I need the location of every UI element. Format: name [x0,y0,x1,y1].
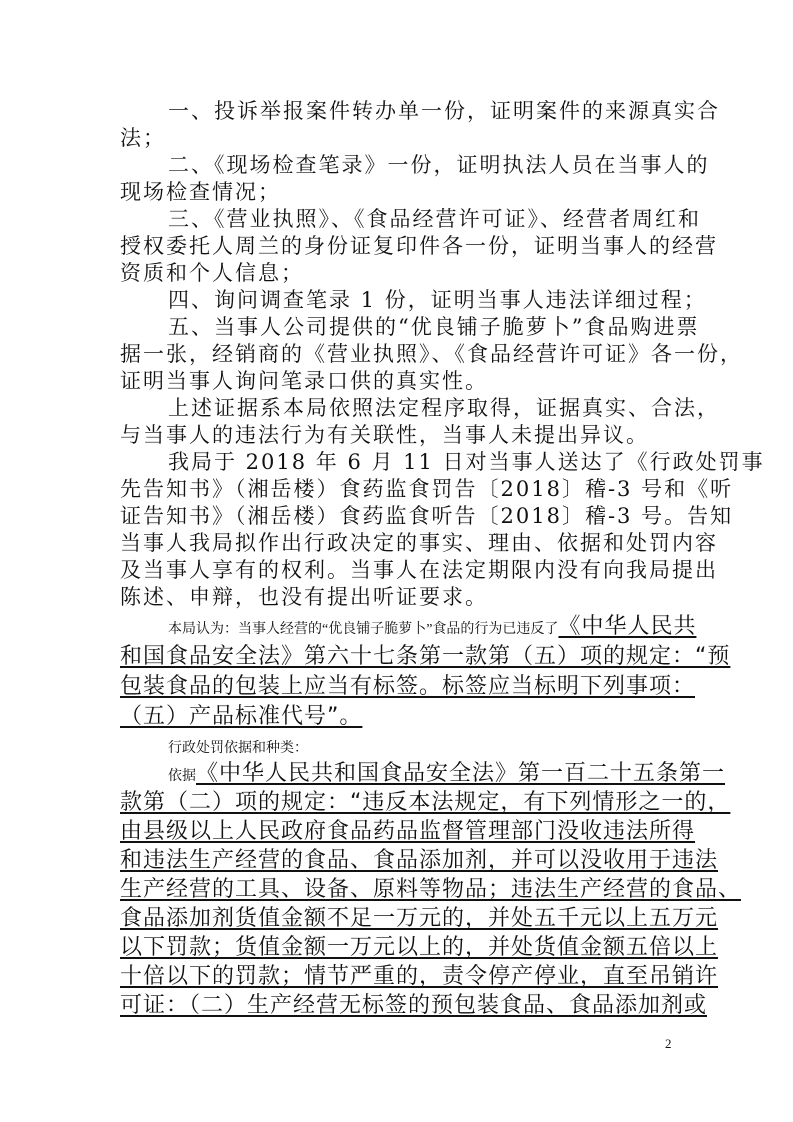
penalty-law-text: 款第（二）项的规定：“违反本法规定，有下列情形之一的， [120,790,731,815]
penalty-law-text: 生产经营的工具、设备、原料等物品；违法生产经营的食品、 [120,877,742,902]
finding-law-text: （五）产品标准代号”。 [120,704,363,729]
paragraph-line: 授权委托人周兰的身份证复印件各一份，证明当事人的经营 [120,234,718,258]
penalty-law-text: 以下罚款；货值金额一万元以上的，并处货值金额五倍以上 [120,935,719,960]
evidence-list [120,98,765,611]
penalty-law-text: 《中华人民共和国食品安全法》第一百二十五条第一 [196,761,726,786]
paragraph-line: 二、《现场检查笔录》一份，证明执法人员在当事人的 [168,153,710,177]
penalty-line [120,904,719,933]
finding-line [120,641,731,671]
penalty-law-text: 可证：（二）生产经营无标签的预包装食品、食品添加剂或 [120,993,708,1018]
paragraph-line: 法； [120,126,166,150]
paragraph-line: 证明当事人询问笔录口供的真实性。 [120,369,488,393]
penalty-line [120,962,719,991]
finding-prefix: 本局认为：当事人经营的“优良铺子脆萝卜”食品的行为已违反了 [168,622,559,637]
penalty-line [120,788,731,817]
paragraph-line: 一、投诉举报案件转办单一份，证明案件的来源真实合 [168,99,720,123]
penalty-law-text: 十倍以下的罚款；情节严重的，责令停产停业，直至吊销许 [120,964,719,989]
finding-law-text: 《中华人民共 [558,614,697,639]
penalty-heading [120,731,676,759]
paragraph-line: 与当事人的违法行为有关联性，当事人未提出异议。 [120,423,649,447]
finding-law-text: 包装食品的包装上应当有标签。标签应当标明下列事项： [120,674,696,699]
paragraph-line: 四、询问调查笔录 1 份，证明当事人违法详细过程； [168,288,707,312]
finding-line [120,611,697,641]
penalty-prefix: 依据 [168,769,196,784]
paragraph-line: 资质和个人信息； [120,261,304,285]
paragraph-line: 上述证据系本局依照法定程序取得，证据真实、合法， [168,396,720,420]
paragraph-line: 及当事人享有的权利。当事人在法定期限内没有向我局提出 [120,558,718,582]
finding-line [120,701,676,731]
paragraph-line: 当事人我局拟作出行政决定的事实、理由、依据和处罚内容 [120,531,718,555]
paragraph-line: 陈述、申辩，也没有提出听证要求。 [120,585,488,609]
paragraph-line: 三、《营业执照》、《食品经营许可证》、经营者周红和 [168,207,701,231]
penalty-law-text: 食品添加剂货值金额不足一万元的，并处五千元以上五万元 [120,906,719,931]
paragraph-line: 五、当事人公司提供的“优良铺子脆萝卜”食品购进票 [168,315,700,339]
finding-law-text: 和国食品安全法》第六十七条第一款第（五）项的规定：“预 [120,644,731,669]
document-body [120,98,765,1020]
penalty-line [120,759,726,788]
penalty-heading-text: 行政处罚依据和种类： [168,741,308,756]
paragraph-line: 据一张，经销商的《营业执照》、《食品经营许可证》各一份， [120,342,743,366]
paragraph-line: 我局于 2018 年 6 月 11 日对当事人送达了《行政处罚事 [168,450,765,474]
penalty-line [120,933,719,962]
finding-line [120,671,696,701]
paragraph-line: 证告知书》（湘岳楼）食药监食听告〔2018〕稽-3 号。告知 [120,504,734,528]
penalty-line [120,875,742,904]
penalty-line [120,991,708,1020]
penalty-law-text: 由县级以上人民政府食品药品监督管理部门没收违法所得 [120,819,696,844]
penalty-law-text: 和违法生产经营的食品、食品添加剂，并可以没收用于违法 [120,848,719,873]
page-number: 2 [665,1036,672,1051]
paragraph-line: 现场检查情况； [120,180,281,204]
penalty-rest [120,788,742,1020]
penalty-line [120,846,719,875]
paragraph-line: 先告知书》（湘岳楼）食药监食罚告〔2018〕稽-3 号和《听 [120,477,734,501]
penalty-line [120,817,696,846]
